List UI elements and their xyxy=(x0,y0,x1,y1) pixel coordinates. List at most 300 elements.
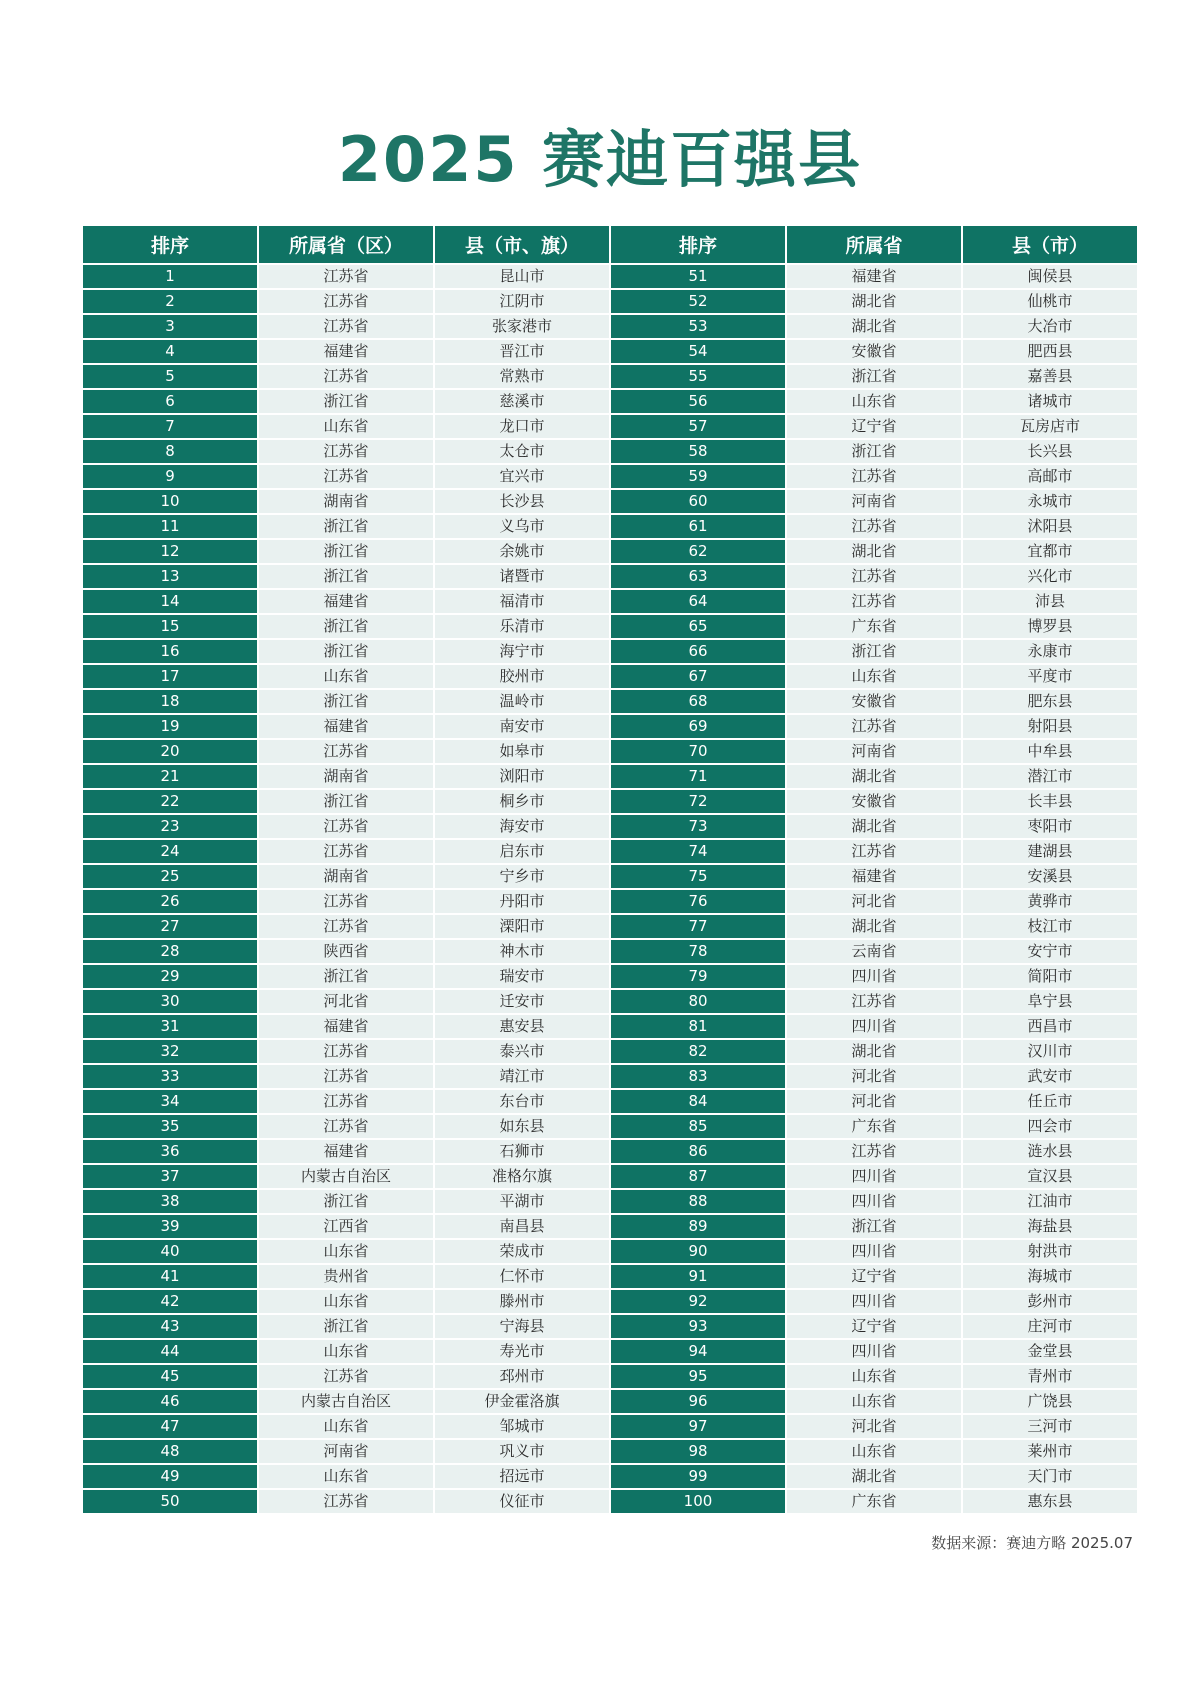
county-cell-right: 长丰县 xyxy=(963,790,1137,813)
table-row xyxy=(83,340,1137,363)
province-cell-left: 江苏省 xyxy=(259,1090,433,1113)
rank-cell-right: 100 xyxy=(611,1490,785,1513)
table-row xyxy=(83,1290,1137,1313)
province-cell-right: 河北省 xyxy=(787,1415,961,1438)
county-cell-left: 东台市 xyxy=(435,1090,609,1113)
table-row xyxy=(83,1340,1137,1363)
rank-cell-right: 52 xyxy=(611,290,785,313)
province-cell-left: 浙江省 xyxy=(259,390,433,413)
rank-cell-left: 20 xyxy=(83,740,257,763)
county-cell-right: 长兴县 xyxy=(963,440,1137,463)
province-cell-right: 四川省 xyxy=(787,1290,961,1313)
province-cell-right: 四川省 xyxy=(787,1240,961,1263)
rank-cell-left: 38 xyxy=(83,1190,257,1213)
province-cell-right: 湖北省 xyxy=(787,290,961,313)
province-cell-left: 浙江省 xyxy=(259,540,433,563)
county-cell-left: 仁怀市 xyxy=(435,1265,609,1288)
province-cell-right: 辽宁省 xyxy=(787,415,961,438)
county-cell-left: 晋江市 xyxy=(435,340,609,363)
rank-cell-left: 27 xyxy=(83,915,257,938)
rank-cell-left: 40 xyxy=(83,1240,257,1263)
county-cell-left: 邳州市 xyxy=(435,1365,609,1388)
rank-cell-left: 14 xyxy=(83,590,257,613)
rank-cell-right: 69 xyxy=(611,715,785,738)
province-cell-left: 江苏省 xyxy=(259,740,433,763)
rank-cell-left: 8 xyxy=(83,440,257,463)
province-cell-left: 河北省 xyxy=(259,990,433,1013)
county-cell-right: 惠东县 xyxy=(963,1490,1137,1513)
rank-cell-left: 19 xyxy=(83,715,257,738)
province-cell-right: 江苏省 xyxy=(787,465,961,488)
table-row xyxy=(83,1365,1137,1388)
county-cell-right: 海城市 xyxy=(963,1265,1137,1288)
table-row xyxy=(83,315,1137,338)
province-cell-right: 江苏省 xyxy=(787,565,961,588)
rank-cell-right: 70 xyxy=(611,740,785,763)
county-cell-left: 荣成市 xyxy=(435,1240,609,1263)
county-cell-right: 三河市 xyxy=(963,1415,1137,1438)
province-cell-left: 江苏省 xyxy=(259,265,433,288)
table-row xyxy=(83,1315,1137,1338)
province-cell-right: 四川省 xyxy=(787,1340,961,1363)
table-row xyxy=(83,1065,1137,1088)
county-cell-left: 义乌市 xyxy=(435,515,609,538)
rank-cell-right: 87 xyxy=(611,1165,785,1188)
header-county-right: 县（市） xyxy=(963,226,1137,263)
rank-cell-left: 5 xyxy=(83,365,257,388)
rank-cell-right: 53 xyxy=(611,315,785,338)
province-cell-right: 江苏省 xyxy=(787,515,961,538)
rank-cell-right: 79 xyxy=(611,965,785,988)
rank-cell-right: 68 xyxy=(611,690,785,713)
table-row xyxy=(83,390,1137,413)
province-cell-left: 江苏省 xyxy=(259,1365,433,1388)
province-cell-right: 浙江省 xyxy=(787,365,961,388)
rank-cell-left: 16 xyxy=(83,640,257,663)
rank-cell-left: 23 xyxy=(83,815,257,838)
province-cell-right: 河北省 xyxy=(787,1090,961,1113)
province-cell-right: 云南省 xyxy=(787,940,961,963)
province-cell-right: 江苏省 xyxy=(787,840,961,863)
rank-cell-left: 37 xyxy=(83,1165,257,1188)
rank-cell-left: 3 xyxy=(83,315,257,338)
rank-cell-right: 64 xyxy=(611,590,785,613)
county-cell-right: 嘉善县 xyxy=(963,365,1137,388)
county-cell-left: 胶州市 xyxy=(435,665,609,688)
table-header xyxy=(83,226,1137,263)
rank-cell-left: 11 xyxy=(83,515,257,538)
province-cell-left: 江苏省 xyxy=(259,815,433,838)
province-cell-left: 浙江省 xyxy=(259,615,433,638)
rank-cell-left: 24 xyxy=(83,840,257,863)
county-cell-right: 永城市 xyxy=(963,490,1137,513)
county-cell-right: 射洪市 xyxy=(963,1240,1137,1263)
rank-cell-right: 91 xyxy=(611,1265,785,1288)
province-cell-left: 江苏省 xyxy=(259,1065,433,1088)
province-cell-left: 江苏省 xyxy=(259,290,433,313)
province-cell-left: 江苏省 xyxy=(259,440,433,463)
province-cell-left: 江苏省 xyxy=(259,1040,433,1063)
county-cell-left: 江阴市 xyxy=(435,290,609,313)
rank-cell-left: 9 xyxy=(83,465,257,488)
county-cell-right: 大冶市 xyxy=(963,315,1137,338)
province-cell-right: 福建省 xyxy=(787,265,961,288)
county-cell-left: 诸暨市 xyxy=(435,565,609,588)
table-row xyxy=(83,740,1137,763)
rank-cell-left: 18 xyxy=(83,690,257,713)
county-cell-right: 沭阳县 xyxy=(963,515,1137,538)
rank-cell-left: 1 xyxy=(83,265,257,288)
county-cell-right: 黄骅市 xyxy=(963,890,1137,913)
county-cell-right: 闽侯县 xyxy=(963,265,1137,288)
province-cell-left: 福建省 xyxy=(259,590,433,613)
province-cell-right: 浙江省 xyxy=(787,640,961,663)
table-row xyxy=(83,765,1137,788)
header-province-right: 所属省 xyxy=(787,226,961,263)
province-cell-left: 江苏省 xyxy=(259,365,433,388)
table-row xyxy=(83,1465,1137,1488)
province-cell-right: 四川省 xyxy=(787,1015,961,1038)
province-cell-left: 江苏省 xyxy=(259,315,433,338)
county-cell-right: 青州市 xyxy=(963,1365,1137,1388)
county-cell-right: 莱州市 xyxy=(963,1440,1137,1463)
county-cell-right: 瓦房店市 xyxy=(963,415,1137,438)
table-row xyxy=(83,1090,1137,1113)
rank-cell-left: 41 xyxy=(83,1265,257,1288)
rank-cell-left: 48 xyxy=(83,1440,257,1463)
province-cell-left: 山东省 xyxy=(259,665,433,688)
province-cell-left: 江苏省 xyxy=(259,890,433,913)
rank-cell-right: 65 xyxy=(611,615,785,638)
province-cell-right: 湖北省 xyxy=(787,765,961,788)
province-cell-left: 河南省 xyxy=(259,1440,433,1463)
table-row xyxy=(83,290,1137,313)
county-cell-right: 武安市 xyxy=(963,1065,1137,1088)
rank-cell-right: 54 xyxy=(611,340,785,363)
province-cell-left: 福建省 xyxy=(259,340,433,363)
rank-cell-left: 35 xyxy=(83,1115,257,1138)
table-row xyxy=(83,640,1137,663)
province-cell-right: 安徽省 xyxy=(787,340,961,363)
province-cell-left: 浙江省 xyxy=(259,790,433,813)
table-row xyxy=(83,440,1137,463)
rank-cell-left: 12 xyxy=(83,540,257,563)
county-cell-left: 海宁市 xyxy=(435,640,609,663)
rank-cell-left: 25 xyxy=(83,865,257,888)
table-row xyxy=(83,590,1137,613)
county-cell-left: 招远市 xyxy=(435,1465,609,1488)
county-cell-right: 肥东县 xyxy=(963,690,1137,713)
province-cell-right: 湖北省 xyxy=(787,315,961,338)
province-cell-left: 江苏省 xyxy=(259,1490,433,1513)
rank-cell-left: 43 xyxy=(83,1315,257,1338)
province-cell-left: 山东省 xyxy=(259,1240,433,1263)
ranking-table-container xyxy=(83,224,1135,1515)
province-cell-right: 广东省 xyxy=(787,1490,961,1513)
province-cell-left: 江西省 xyxy=(259,1215,433,1238)
province-cell-right: 河北省 xyxy=(787,890,961,913)
county-cell-right: 涟水县 xyxy=(963,1140,1137,1163)
rank-cell-left: 33 xyxy=(83,1065,257,1088)
county-cell-left: 滕州市 xyxy=(435,1290,609,1313)
rank-cell-right: 78 xyxy=(611,940,785,963)
county-cell-right: 平度市 xyxy=(963,665,1137,688)
rank-cell-right: 62 xyxy=(611,540,785,563)
rank-cell-right: 57 xyxy=(611,415,785,438)
rank-cell-left: 10 xyxy=(83,490,257,513)
rank-cell-left: 26 xyxy=(83,890,257,913)
province-cell-left: 山东省 xyxy=(259,1415,433,1438)
header-rank-right: 排序 xyxy=(611,226,785,263)
county-cell-right: 西昌市 xyxy=(963,1015,1137,1038)
county-cell-left: 南安市 xyxy=(435,715,609,738)
province-cell-right: 安徽省 xyxy=(787,790,961,813)
rank-cell-right: 76 xyxy=(611,890,785,913)
table-row xyxy=(83,1140,1137,1163)
county-cell-left: 仪征市 xyxy=(435,1490,609,1513)
county-cell-left: 张家港市 xyxy=(435,315,609,338)
rank-cell-right: 67 xyxy=(611,665,785,688)
province-cell-right: 湖北省 xyxy=(787,815,961,838)
county-cell-left: 长沙县 xyxy=(435,490,609,513)
province-cell-left: 山东省 xyxy=(259,415,433,438)
table-row xyxy=(83,1040,1137,1063)
county-cell-left: 巩义市 xyxy=(435,1440,609,1463)
county-cell-right: 安宁市 xyxy=(963,940,1137,963)
province-cell-right: 江苏省 xyxy=(787,990,961,1013)
rank-cell-right: 92 xyxy=(611,1290,785,1313)
county-cell-left: 泰兴市 xyxy=(435,1040,609,1063)
county-cell-left: 龙口市 xyxy=(435,415,609,438)
county-cell-left: 乐清市 xyxy=(435,615,609,638)
county-cell-right: 肥西县 xyxy=(963,340,1137,363)
county-cell-right: 高邮市 xyxy=(963,465,1137,488)
province-cell-right: 四川省 xyxy=(787,1190,961,1213)
rank-cell-right: 55 xyxy=(611,365,785,388)
rank-cell-right: 60 xyxy=(611,490,785,513)
rank-cell-right: 59 xyxy=(611,465,785,488)
county-cell-left: 浏阳市 xyxy=(435,765,609,788)
province-cell-left: 浙江省 xyxy=(259,690,433,713)
county-cell-right: 彭州市 xyxy=(963,1290,1137,1313)
county-cell-right: 广饶县 xyxy=(963,1390,1137,1413)
province-cell-right: 广东省 xyxy=(787,615,961,638)
data-source-note: 数据来源：赛迪方略 2025.07 xyxy=(931,1534,1133,1552)
rank-cell-left: 36 xyxy=(83,1140,257,1163)
rank-cell-right: 89 xyxy=(611,1215,785,1238)
county-cell-left: 温岭市 xyxy=(435,690,609,713)
province-cell-right: 湖北省 xyxy=(787,1465,961,1488)
rank-cell-left: 49 xyxy=(83,1465,257,1488)
rank-cell-left: 17 xyxy=(83,665,257,688)
province-cell-right: 湖北省 xyxy=(787,915,961,938)
table-row xyxy=(83,1265,1137,1288)
table-row xyxy=(83,965,1137,988)
county-cell-right: 任丘市 xyxy=(963,1090,1137,1113)
rank-cell-right: 85 xyxy=(611,1115,785,1138)
table-row xyxy=(83,940,1137,963)
county-cell-right: 沛县 xyxy=(963,590,1137,613)
county-cell-right: 枣阳市 xyxy=(963,815,1137,838)
table-row xyxy=(83,1215,1137,1238)
page-title: 2025 赛迪百强县 xyxy=(337,123,863,196)
rank-cell-left: 32 xyxy=(83,1040,257,1063)
county-cell-left: 海安市 xyxy=(435,815,609,838)
rank-cell-right: 80 xyxy=(611,990,785,1013)
county-cell-left: 靖江市 xyxy=(435,1065,609,1088)
province-cell-right: 辽宁省 xyxy=(787,1265,961,1288)
county-cell-left: 迁安市 xyxy=(435,990,609,1013)
rank-cell-left: 47 xyxy=(83,1415,257,1438)
county-cell-right: 简阳市 xyxy=(963,965,1137,988)
county-cell-right: 射阳县 xyxy=(963,715,1137,738)
county-cell-right: 永康市 xyxy=(963,640,1137,663)
county-cell-left: 桐乡市 xyxy=(435,790,609,813)
rank-cell-left: 7 xyxy=(83,415,257,438)
rank-cell-right: 74 xyxy=(611,840,785,863)
county-cell-left: 如东县 xyxy=(435,1115,609,1138)
province-cell-right: 浙江省 xyxy=(787,440,961,463)
table-row xyxy=(83,1490,1137,1513)
rank-cell-right: 97 xyxy=(611,1415,785,1438)
province-cell-right: 湖北省 xyxy=(787,540,961,563)
province-cell-left: 江苏省 xyxy=(259,465,433,488)
county-cell-right: 宣汉县 xyxy=(963,1165,1137,1188)
county-cell-left: 溧阳市 xyxy=(435,915,609,938)
province-cell-left: 浙江省 xyxy=(259,640,433,663)
province-cell-left: 江苏省 xyxy=(259,915,433,938)
rank-cell-right: 93 xyxy=(611,1315,785,1338)
rank-cell-right: 94 xyxy=(611,1340,785,1363)
province-cell-left: 湖南省 xyxy=(259,765,433,788)
county-cell-left: 如皋市 xyxy=(435,740,609,763)
county-cell-left: 邹城市 xyxy=(435,1415,609,1438)
rank-cell-right: 82 xyxy=(611,1040,785,1063)
rank-cell-left: 34 xyxy=(83,1090,257,1113)
county-cell-left: 伊金霍洛旗 xyxy=(435,1390,609,1413)
rank-cell-left: 29 xyxy=(83,965,257,988)
rank-cell-right: 98 xyxy=(611,1440,785,1463)
province-cell-left: 浙江省 xyxy=(259,1315,433,1338)
table-row xyxy=(83,490,1137,513)
county-cell-left: 南昌县 xyxy=(435,1215,609,1238)
province-cell-left: 湖南省 xyxy=(259,865,433,888)
table-row xyxy=(83,365,1137,388)
county-cell-left: 宁乡市 xyxy=(435,865,609,888)
county-cell-right: 诸城市 xyxy=(963,390,1137,413)
rank-cell-right: 83 xyxy=(611,1065,785,1088)
county-cell-left: 福清市 xyxy=(435,590,609,613)
county-cell-right: 阜宁县 xyxy=(963,990,1137,1013)
table-row xyxy=(83,815,1137,838)
rank-cell-right: 51 xyxy=(611,265,785,288)
province-cell-right: 江苏省 xyxy=(787,715,961,738)
county-cell-right: 博罗县 xyxy=(963,615,1137,638)
table-row xyxy=(83,1165,1137,1188)
county-cell-right: 潜江市 xyxy=(963,765,1137,788)
county-cell-left: 准格尔旗 xyxy=(435,1165,609,1188)
province-cell-left: 内蒙古自治区 xyxy=(259,1390,433,1413)
province-cell-right: 山东省 xyxy=(787,665,961,688)
province-cell-left: 浙江省 xyxy=(259,565,433,588)
rank-cell-right: 61 xyxy=(611,515,785,538)
rank-cell-left: 42 xyxy=(83,1290,257,1313)
county-cell-right: 天门市 xyxy=(963,1465,1137,1488)
county-cell-left: 启东市 xyxy=(435,840,609,863)
rank-cell-left: 28 xyxy=(83,940,257,963)
county-cell-left: 惠安县 xyxy=(435,1015,609,1038)
header-row xyxy=(83,226,1137,263)
county-cell-right: 安溪县 xyxy=(963,865,1137,888)
rank-cell-left: 44 xyxy=(83,1340,257,1363)
ranking-table xyxy=(81,224,1139,1515)
rank-cell-left: 15 xyxy=(83,615,257,638)
table-row xyxy=(83,615,1137,638)
table-row xyxy=(83,890,1137,913)
table-row xyxy=(83,565,1137,588)
rank-cell-left: 22 xyxy=(83,790,257,813)
county-cell-right: 海盐县 xyxy=(963,1215,1137,1238)
table-row xyxy=(83,465,1137,488)
table-row xyxy=(83,1190,1137,1213)
rank-cell-left: 46 xyxy=(83,1390,257,1413)
province-cell-right: 河南省 xyxy=(787,740,961,763)
province-cell-left: 福建省 xyxy=(259,1140,433,1163)
rank-cell-right: 99 xyxy=(611,1465,785,1488)
county-cell-left: 宜兴市 xyxy=(435,465,609,488)
table-row xyxy=(83,1115,1137,1138)
table-row xyxy=(83,1015,1137,1038)
province-cell-left: 贵州省 xyxy=(259,1265,433,1288)
county-cell-right: 四会市 xyxy=(963,1115,1137,1138)
county-cell-right: 中牟县 xyxy=(963,740,1137,763)
county-cell-right: 兴化市 xyxy=(963,565,1137,588)
rank-cell-right: 72 xyxy=(611,790,785,813)
province-cell-left: 浙江省 xyxy=(259,1190,433,1213)
province-cell-right: 广东省 xyxy=(787,1115,961,1138)
rank-cell-left: 21 xyxy=(83,765,257,788)
province-cell-right: 湖北省 xyxy=(787,1040,961,1063)
rank-cell-left: 50 xyxy=(83,1490,257,1513)
header-rank-left: 排序 xyxy=(83,226,257,263)
table-row xyxy=(83,1240,1137,1263)
rank-cell-right: 56 xyxy=(611,390,785,413)
county-cell-left: 瑞安市 xyxy=(435,965,609,988)
rank-cell-right: 86 xyxy=(611,1140,785,1163)
table-row xyxy=(83,665,1137,688)
table-row xyxy=(83,715,1137,738)
rank-cell-right: 58 xyxy=(611,440,785,463)
province-cell-left: 山东省 xyxy=(259,1340,433,1363)
rank-cell-right: 75 xyxy=(611,865,785,888)
province-cell-left: 江苏省 xyxy=(259,1115,433,1138)
table-row xyxy=(83,1415,1137,1438)
province-cell-right: 安徽省 xyxy=(787,690,961,713)
table-row xyxy=(83,265,1137,288)
county-cell-left: 常熟市 xyxy=(435,365,609,388)
province-cell-right: 山东省 xyxy=(787,1365,961,1388)
table-row xyxy=(83,915,1137,938)
province-cell-right: 江苏省 xyxy=(787,1140,961,1163)
province-cell-right: 江苏省 xyxy=(787,590,961,613)
table-row xyxy=(83,790,1137,813)
county-cell-left: 慈溪市 xyxy=(435,390,609,413)
province-cell-right: 山东省 xyxy=(787,1390,961,1413)
province-cell-left: 湖南省 xyxy=(259,490,433,513)
province-cell-left: 山东省 xyxy=(259,1290,433,1313)
province-cell-right: 山东省 xyxy=(787,1440,961,1463)
county-cell-right: 金堂县 xyxy=(963,1340,1137,1363)
